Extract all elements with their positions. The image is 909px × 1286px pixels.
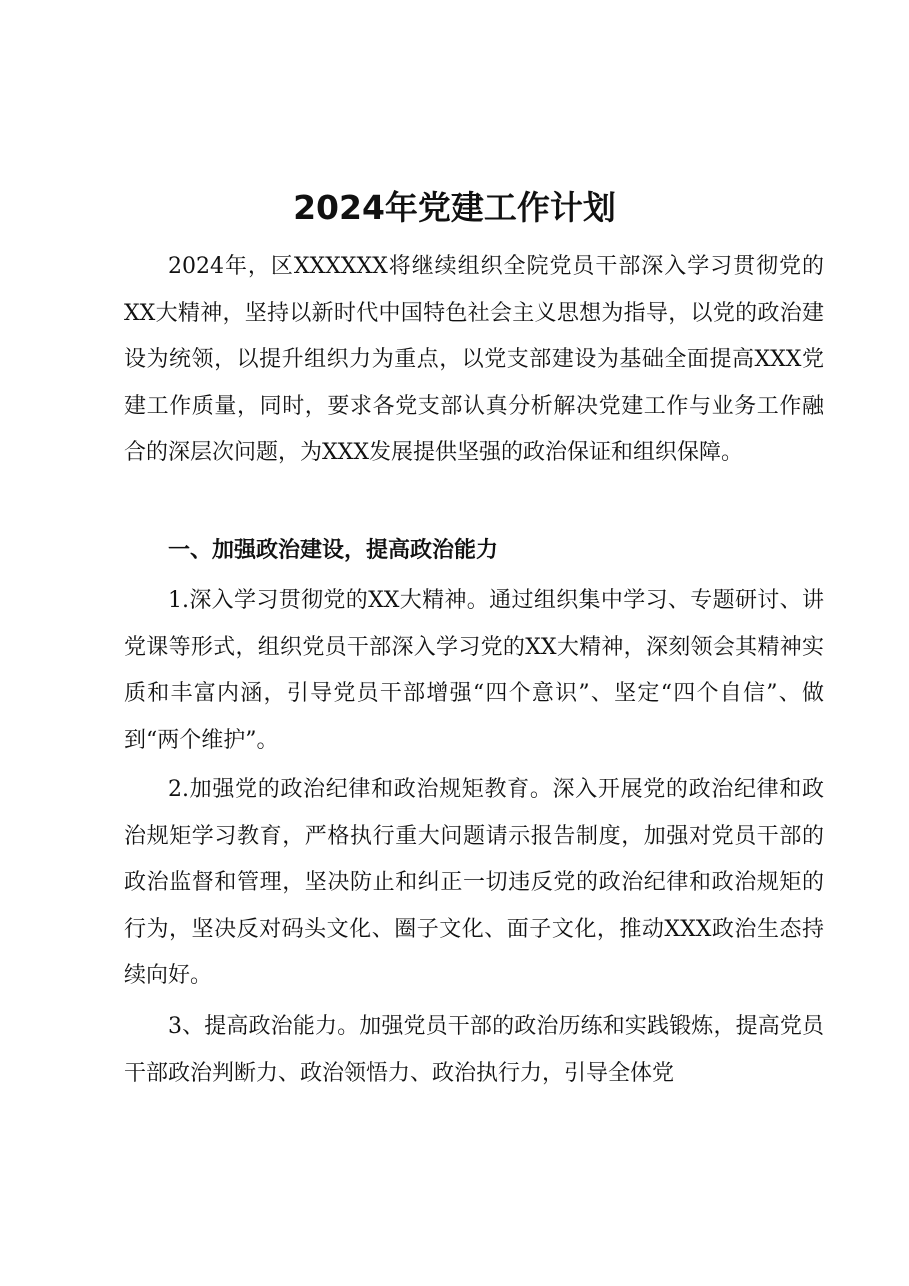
document-title: 2024年党建工作计划 xyxy=(293,188,616,228)
section-heading: 一、加强政治建设，提高政治能力 xyxy=(168,538,499,563)
section-item-2: 2.加强党的政治纪律和政治规矩教育。深入开展党的政治纪律和政治规矩学习教育，严格执行重大问题请示报告制度，加强对党员干部的政治监督和管理，坚决防止和纠正一切违反党的政治纪律和政治规矩的行为，坚决反对码头文化、圈子文化、面子文化，推动XXX政治生态持续向好。 xyxy=(124,777,824,989)
section-item-3: 3、提高政治能力。加强党员干部的政治历练和实践锻炼，提高党员干部政治判断力、政治领悟力、政治执行力，引导全体党 xyxy=(124,1014,824,1086)
section-item-1: 1.深入学习贯彻党的XX大精神。通过组织集中学习、专题研讨、讲党课等形式，组织党员干部深入学习党的XX大精神，深刻领会其精神实质和丰富内涵，引导党员干部增强“四个意识”、坚定“四个自信”、做到“两个维护”。 xyxy=(124,588,824,753)
intro-paragraph: 2024年，区XXXXXX将继续组织全院党员干部深入学习贯彻党的XX大精神，坚持以新时代中国特色社会主义思想为指导，以党的政治建设为统领，以提升组织力为重点，以党支部建设为基础全面提高XXX党建工作质量，同时，要求各党支部认真分析解决党建工作与业务工作融合的深层次问题，为XXX发展提供坚强的政治保证和组织保障。 xyxy=(124,254,824,466)
